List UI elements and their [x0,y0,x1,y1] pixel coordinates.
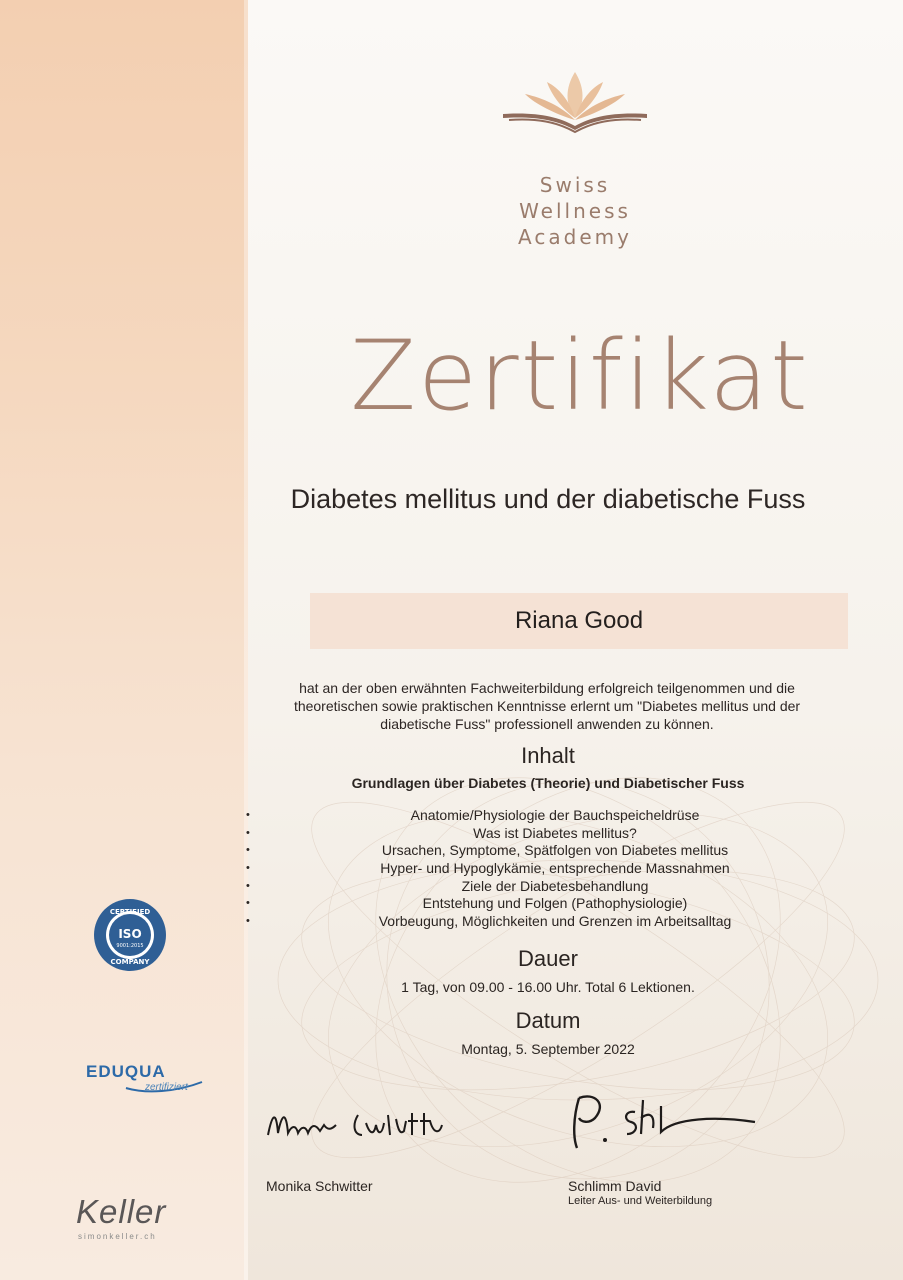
completion-statement: hat an der oben erwähnten Fachweiterbildung erfolgreich teilgenommen und die theoretischen sowie praktischen Kenntnisse erlernt um "Diabetes mellitus und der diabetische Fuss" professionell anwenden zu können. [293,680,801,732]
keller-logo: Keller [76,1193,167,1230]
signature-right-image [565,1088,765,1158]
duration-heading: Dauer [518,946,578,971]
list-item: • Vorbeugung, Möglichkeiten und Grenzen im Arbeitsalltag [246,913,732,930]
duration-text: 1 Tag, von 09.00 - 16.00 Uhr. Total 6 Lektionen. [401,979,695,995]
list-item: • Ziele der Diabetesbehandlung [246,877,649,894]
bullet-icon: • [246,862,250,875]
svg-text:9001:2015: 9001:2015 [116,943,144,949]
eduqua-subtitle: zertifiziert [145,1082,188,1093]
list-item: • Was ist Diabetes mellitus? [246,824,637,841]
content-heading: Inhalt [521,743,575,768]
eduqua-logo: EDUQUA [86,1062,166,1081]
list-item: • Anatomie/Physiologie der Bauchspeicheldrüse [246,807,700,823]
lotus-book-logo-icon [495,68,655,138]
content-list [240,807,870,931]
course-title: Diabetes mellitus und der diabetische Fuss [290,484,806,514]
date-heading: Datum [515,1008,581,1033]
list-item: • Entstehung und Folgen (Pathophysiologie) [246,895,688,912]
content-subtitle: Grundlagen über Diabetes (Theorie) und Diabetischer Fuss [351,775,745,791]
bullet-icon: • [246,826,250,839]
certificate-title: Zertifikat [350,320,810,432]
keller-website: simonkeller.ch [78,1232,157,1241]
academy-name: Swiss Wellness Academy [518,173,632,249]
svg-text:CERTIFIED: CERTIFIED [109,908,151,916]
list-item: • Hyper- und Hypoglykämie, entsprechende Massnahmen [246,860,730,877]
date-text: Montag, 5. September 2022 [461,1041,635,1057]
signatory-left-name: Monika Schwitter [266,1178,373,1194]
signatory-right-role: Leiter Aus- und Weiterbildung [568,1195,713,1207]
iso-certified-badge-icon [92,897,168,973]
svg-text:COMPANY: COMPANY [110,958,150,966]
bullet-icon: • [246,879,250,892]
bullet-icon: • [246,844,250,857]
svg-text:ISO: ISO [118,927,142,941]
recipient-name: Riana Good [514,607,644,634]
bullet-icon: • [246,915,250,928]
bullet-icon: • [246,897,250,910]
list-item: • Ursachen, Symptome, Spätfolgen von Diabetes mellitus [246,842,729,859]
bullet-icon: • [246,809,250,821]
signatory-right-name: Schlimm David [568,1178,662,1194]
signature-left-image [262,1095,462,1155]
